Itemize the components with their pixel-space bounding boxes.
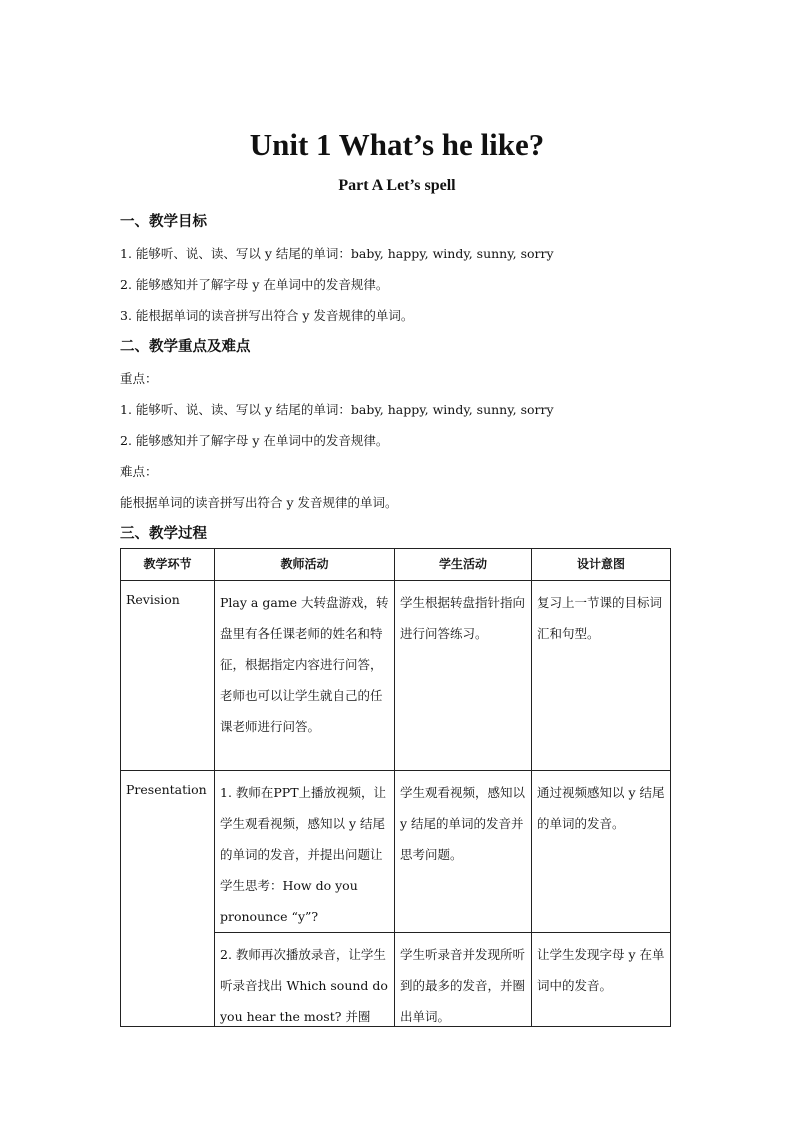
row-stage: Revision [121,581,215,771]
table-row [121,771,671,933]
section-heading-objectives: 一、教学目标 [120,213,207,230]
row-student-activity: 学生根据转盘指针指向进行问答练习。 [395,581,532,771]
table-row [121,581,671,771]
objective-item: 3. 能根据单词的读音拼写出符合 y 发音规律的单词。 [120,308,414,323]
row-teacher-activity: Play a game 大转盘游戏，转盘里有各任课老师的姓名和特征，根据指定内容进行问答，老师也可以让学生就自己的任课老师进行问答。 [215,581,395,771]
teaching-process-table [120,548,671,1027]
column-header-student-activity: 学生活动 [395,549,532,581]
difficulty-text: 能根据单词的读音拼写出符合 y 发音规律的单词。 [120,495,398,510]
column-header-teacher-activity: 教师活动 [215,549,395,581]
row-design-intent: 通过视频感知以 y 结尾的单词的发音。 [532,771,671,933]
row-teacher-activity [215,933,395,1027]
column-header-design-intent: 设计意图 [532,549,671,581]
objective-item: 2. 能够感知并了解字母 y 在单词中的发音规律。 [120,277,389,292]
table-header-row [121,549,671,581]
row-design-intent-text: 让学生发现字母 y 在单词中的发音。 [537,947,665,993]
row-stage: Presentation [121,771,215,1027]
document-title: Unit 1 What’s he like? [249,127,545,162]
key-point-item: 2. 能够感知并了解字母 y 在单词中的发音规律。 [120,433,389,448]
column-header-stage: 教学环节 [121,549,215,581]
key-point-item: 1. 能够听、说、读、写以 y 结尾的单词：baby, happy, windy, sunny, sorry [120,402,554,417]
difficulty-label: 难点： [120,464,158,479]
row-student-activity: 学生观看视频，感知以 y 结尾的单词的发音并思考问题。 [395,771,532,933]
row-student-activity [395,933,532,1027]
row-student-activity-text: 学生听录音并发现所听到的最多的发音，并圈出单词。 [400,947,526,1024]
document-subtitle: Part A Let’s spell [338,177,456,194]
section-heading-key-points: 二、教学重点及难点 [120,338,251,355]
row-teacher-activity: 1. 教师在PPT上播放视频，让学生观看视频，感知以 y 结尾的单词的发音，并提出问题让学生思考：How do you pronounce “y”? [215,771,395,933]
objective-item: 1. 能够听、说、读、写以 y 结尾的单词：baby, happy, windy, sunny, sorry [120,246,554,261]
row-design-intent [532,933,671,1027]
section-heading-process: 三、教学过程 [120,525,207,542]
row-teacher-activity-text: 2. 教师再次播放录音，让学生听录音找出 Which sound do you hear the most? 并圈 [220,947,388,1024]
row-design-intent: 复习上一节课的目标词汇和句型。 [532,581,671,771]
key-points-label: 重点： [120,371,158,386]
